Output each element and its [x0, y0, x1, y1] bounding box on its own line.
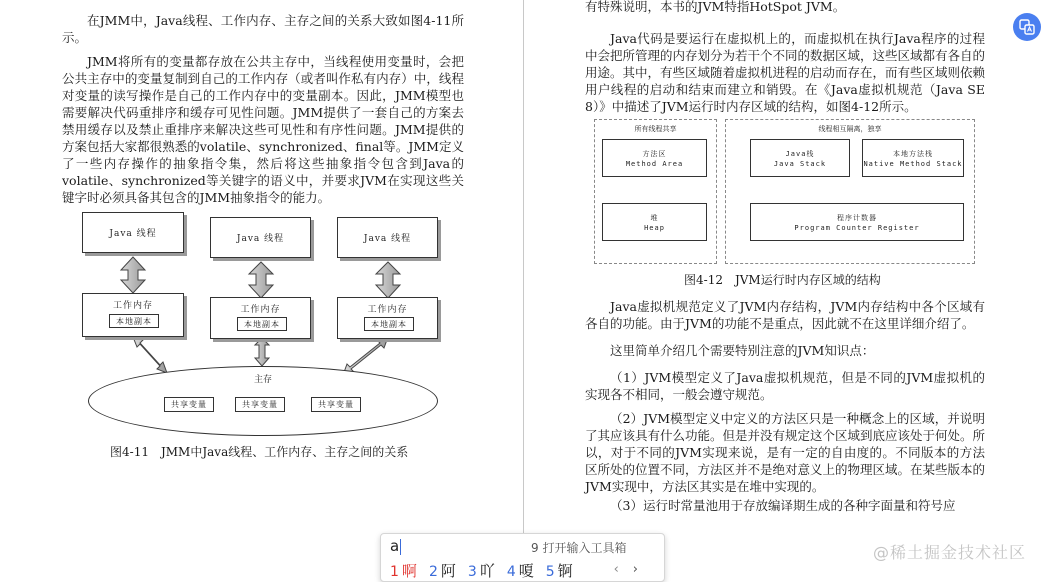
local-copy-label: 本地副本 [116, 316, 152, 326]
heap-en-label: Heap [644, 224, 665, 232]
working-memory-label: 工作内存 [112, 301, 153, 311]
java-thread-label: Java 线程 [109, 229, 157, 239]
right-item-3: （3）运行时常量池用于存放编译期生成的各种字面量和符号应 [610, 498, 956, 513]
shared-region-title: 所有线程共享 [634, 125, 677, 133]
working-memory-box-3 [337, 297, 438, 339]
translate-icon [1019, 19, 1035, 35]
ime-page-nav [614, 562, 638, 577]
method-area-en-label: Method Area [625, 160, 684, 168]
ime-candidate-4[interactable] [507, 560, 534, 581]
method-area-label: 方法区 [642, 150, 667, 158]
right-line-0: 有特殊说明，本书的JVM特指HotSpot JVM。 [585, 0, 846, 14]
shared-variable-label: 共享变量 [171, 400, 207, 409]
local-copy-box [109, 314, 159, 328]
working-memory-label: 工作内存 [367, 305, 408, 315]
candidate-number: 2 [428, 564, 438, 580]
ime-caret [400, 539, 401, 555]
candidate-text: 啊 [401, 562, 417, 580]
candidate-text: 嗄 [518, 562, 534, 580]
working-memory-box-1 [82, 293, 184, 337]
ime-toolbox-hint[interactable]: 9 打开输入工具箱 [531, 541, 627, 555]
shared-variable-label: 共享变量 [318, 400, 354, 409]
method-area-box [602, 139, 707, 177]
pc-en-label: Program Counter Register [794, 224, 920, 232]
local-copy-box [237, 317, 287, 331]
java-stack-en-label: Java Stack [773, 160, 827, 168]
figure-jmm-diagram [0, 0, 523, 440]
left-page [0, 0, 523, 580]
java-stack-box [750, 139, 850, 177]
local-copy-box [364, 317, 414, 331]
heap-label: 堆 [650, 214, 659, 222]
ime-candidate-2[interactable] [429, 560, 456, 581]
native-stack-label: 本地方法栈 [893, 150, 933, 158]
shared-variable-box-1 [164, 397, 214, 412]
watermark: @稀土掘金技术社区 [872, 543, 1026, 562]
left-paragraph-2: JMM将所有的变量都存放在公共主存中，当线程使用变量时，会把公共主存中的变量复制到自己的工作内存（或者叫作私有内存）中，线程对变量的读写操作是自己的工作内存中的变量副本。因此，JMM模型也需要解决代码重排序和缓存可见性问题。JMM提供了一套自己的方案去禁用缓存以及禁止重排序来解决这些可见性和有序性问题。JMM提供的方案包括大家都很熟悉的volatile、synchronized、final等。JMM定义了一些内存操作的抽象指令集，然后将这些抽象指令包含到Java的volatile、synchronized等关键字的语义中，并要求JVM在实现这些关键字时必须具备其包含的JMM抽象指令的能力。 [62, 54, 464, 205]
local-copy-label: 本地副本 [371, 319, 407, 329]
pc-label: 程序计数器 [837, 214, 877, 222]
local-copy-label: 本地副本 [244, 319, 280, 329]
figure-4-11-caption: 图4-11 JMM中Java线程、工作内存、主存之间的关系 [110, 445, 409, 459]
chevron-left-icon[interactable]: ‹ [613, 562, 619, 577]
ime-candidate-3[interactable] [468, 560, 495, 581]
candidate-number: 3 [467, 564, 477, 580]
native-method-stack-box [862, 139, 964, 177]
candidate-text: 锕 [557, 562, 573, 580]
candidate-text: 阿 [440, 562, 456, 580]
java-thread-label: Java 线程 [363, 234, 412, 244]
right-page [524, 0, 1046, 580]
program-counter-box [750, 203, 964, 241]
candidate-number: 5 [545, 564, 555, 580]
right-paragraph-1: Java代码是要运行在虚拟机上的，而虚拟机在执行Java程序的过程中会把所管理的内存划分为若干个不同的数据区域，这些区域都有各自的用途。其中，有些区域随着虚拟机进程的启动而存在，而有些区域则依赖用户线程的启动和结束而建立和销毁。在《Java虚拟机规范（Java SE 8）》中描述了JVM运行时内存区域的结构，如图4-12所示。 [585, 31, 986, 114]
chevron-right-icon[interactable]: › [632, 562, 638, 577]
candidate-text: 吖 [479, 562, 495, 580]
ime-candidate-5[interactable] [546, 560, 573, 581]
right-paragraph-3: 这里简单介绍几个需要特别注意的JVM知识点： [610, 343, 875, 358]
candidate-number: 4 [506, 564, 516, 580]
right-item-2: （2）JVM模型定义中定义的方法区只是一种概念上的区域，并说明了其应该具有什么功能。但是并没有规定这个区域到底应该处于何处。所以，对于不同的JVM实现来说，是有一定的自由度的。不同版本的方法区所处的位置不同，方法区并不是绝对意义上的物理区域。在某些版本的JVM实现中，方法区其实是在堆中实现的。 [585, 411, 986, 494]
working-memory-box-2 [210, 297, 311, 339]
shared-variable-label: 共享变量 [242, 400, 278, 409]
ime-candidate-1[interactable] [390, 560, 417, 581]
ime-candidate-list [390, 560, 573, 581]
figure-4-12-caption: 图4-12 JVM运行时内存区域的结构 [684, 273, 881, 287]
native-stack-en-label: Native Method Stack [863, 160, 963, 168]
right-paragraph-2: Java虚拟机规范定义了JVM内存结构，JVM内存结构中各个区域有各自的功能。由于JVM的功能不是重点，因此就不在这里详细介绍了。 [585, 299, 985, 331]
left-paragraph-1: 在JMM中，Java线程、工作内存、主存之间的关系大致如图4-11所示。 [62, 13, 464, 45]
java-stack-label: Java栈 [785, 150, 815, 158]
ime-candidate-window [380, 533, 665, 582]
working-memory-label: 工作内存 [240, 305, 281, 315]
heap-box [602, 203, 707, 241]
shared-variable-box-3 [311, 397, 361, 412]
main-memory-label: 主存 [253, 375, 272, 385]
private-region-title: 线程相互隔离，独享 [818, 125, 882, 133]
shared-variable-box-2 [235, 397, 285, 412]
ime-composition-text: a [390, 537, 400, 555]
translate-button[interactable] [1013, 13, 1041, 41]
java-thread-label: Java 线程 [236, 234, 285, 244]
right-item-1: （1）JVM模型定义了Java虚拟机规范，但是不同的JVM虚拟机的实现各不相同，一般会遵守规范。 [585, 370, 985, 402]
candidate-number: 1 [390, 564, 399, 580]
